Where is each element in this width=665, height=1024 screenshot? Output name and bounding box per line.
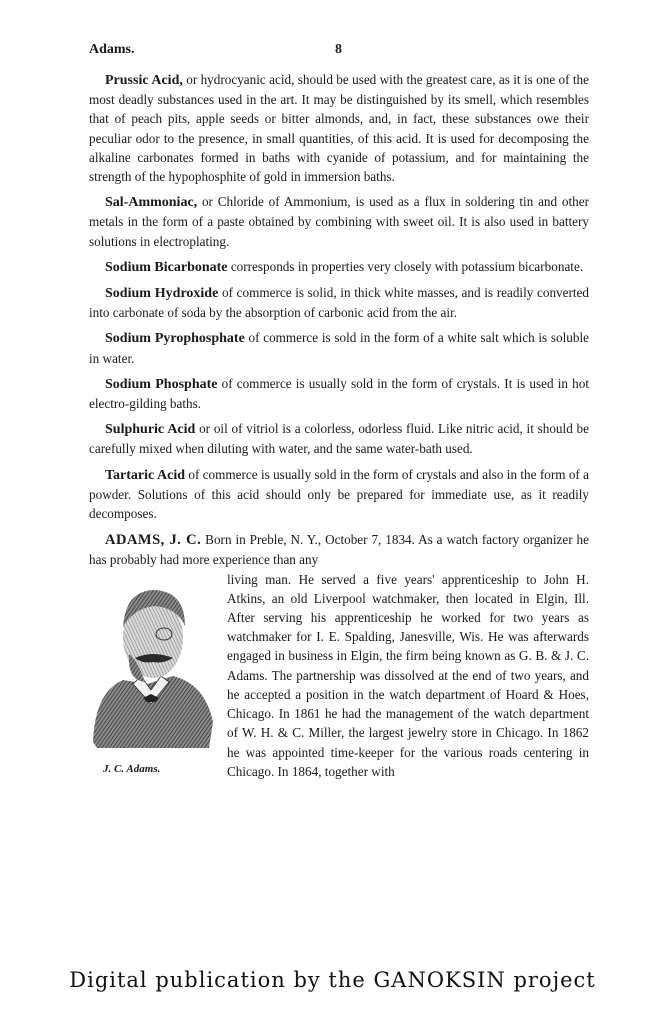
- biography: [89, 530, 589, 781]
- biography-body: living man. He served a five years' apprenticeship to John H. Atkins, an old Liverpool watchmaker, then located in Elgin, Ill. After serving his apprenticeship he worked for two years as watchmaker for I. E. Spalding, Janesville, Wis. He was afterwards engaged in business in Elgin, the firm being known as G. B. & J. C. Adams. The partnership was dissolved at the end of two years, and he accepted a position in the watch department of Hoard & Hoes, Chicago. In 1861 he had the management of the watch department of W. H. & C. Miller, the largest jewelry store in Chicago. In 1862 he was appointed time-keeper for the various roads centering in Chicago. In 1864, together with: [227, 571, 589, 779]
- entry-term: Sodium Bicarbonate: [105, 259, 228, 275]
- glossary-entry: [89, 192, 589, 251]
- glossary-entry: [89, 328, 589, 367]
- entry-term: Sodium Pyrophosphate: [105, 331, 245, 347]
- book-page: [89, 40, 589, 781]
- entry-text: of commerce is usually sold in the form of crystals and also in the form of a powder. Solutions of this acid should only be prepared for immediate use, as it readily decomposes.: [89, 466, 590, 522]
- portrait-figure: [89, 572, 217, 780]
- entry-term: Sal-Ammoniac,: [105, 195, 198, 211]
- glossary-entry: [89, 70, 589, 186]
- biography-lead-text: Born in Preble, N. Y., October 7, 1834. As a watch factory organizer he has probably had more experience than any: [89, 532, 589, 568]
- biography-name: ADAMS, J. C.: [105, 532, 202, 549]
- running-head-title: Adams.: [89, 42, 135, 57]
- entry-text: corresponds in properties very closely with potassium bicarbonate.: [227, 258, 584, 274]
- entry-text: or oil of vitriol is a colorless, odorless fluid. Like nitric acid, it should be carefully mixed when diluting with water, and the same water-bath used.: [89, 421, 589, 457]
- entry-term: Sodium Hydroxide: [105, 286, 219, 302]
- running-head: [89, 40, 589, 62]
- entry-term: Tartaric Acid: [105, 467, 186, 483]
- biography-lead: [89, 530, 589, 569]
- entry-text: of commerce is solid, in thick white masses, and is readily converted into carbonate of soda by the absorption of carbonic acid from the air.: [89, 285, 589, 321]
- entry-term: Prussic Acid,: [105, 73, 183, 88]
- entry-text: of commerce is sold in the form of a white salt which is soluble in water.: [89, 330, 589, 366]
- glossary-entry: [89, 374, 589, 413]
- entry-text: or Chloride of Ammonium, is used as a flux in soldering tin and other metals in the form of a paste obtained by combining with sweet oil. It is also used in battery solutions in electroplating.: [89, 194, 589, 249]
- entry-text: of commerce is usually sold in the form of crystals. It is used in hot electro-gilding baths.: [89, 375, 589, 412]
- publisher-footer: Digital publication by the GANOKSIN project: [69, 968, 596, 992]
- entry-term: Sodium Phosphate: [105, 376, 218, 392]
- glossary-entry: [89, 257, 589, 277]
- entry-text: or hydrocyanic acid, should be used with the greatest care, as it is one of the most deadly substances used in the art. It may be distinguished by its smell, which resembles that of peach pits, apple seeds or bitter almonds, and, in fact, these substances owe their peculiar odor to the presence, in small quantities, of this acid. It is used for decomposing the alkaline carbonates formed in baths with cyanide of potassium, and for maintaining the strength of the hypophosphite of gold in immersion baths.: [89, 72, 589, 185]
- glossary-entries: [89, 70, 589, 523]
- glossary-entry: [89, 419, 589, 458]
- portrait-caption: J. C. Adams.: [103, 762, 161, 775]
- portrait-engraving: [89, 572, 217, 750]
- glossary-entry: [89, 465, 589, 524]
- page-number: 8: [335, 42, 342, 57]
- entry-term: Sulphuric Acid: [105, 422, 196, 438]
- glossary-entry: [89, 283, 589, 322]
